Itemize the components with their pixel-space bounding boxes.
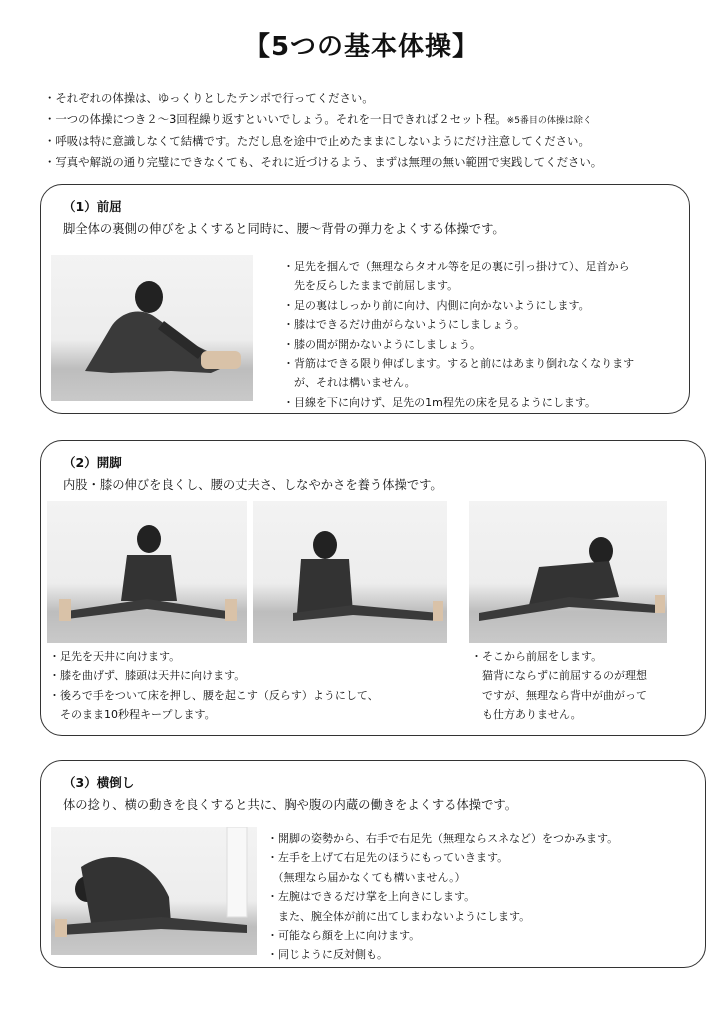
forward-bend-photo: [51, 255, 253, 401]
intro-line: ・呼吸は特に意識しなくて結構です。ただし息を途中で止めたままにしないようにだけ注意してください。: [44, 134, 590, 148]
bullet-item: ・足先を掴んで（無理ならタオル等を足の裏に引っ掛けて）、足首から: [283, 260, 630, 273]
bullet-item: また、腕全体が前に出てしまわないようにします。: [267, 909, 531, 923]
bullet-item: ・背筋はできる限り伸ばします。すると前にはあまり倒れなくなります: [283, 357, 635, 371]
section-bullets-left: [49, 647, 379, 725]
bullet-item: が、それは構いません。: [283, 376, 416, 390]
intro-line: ・一つの体操につき２〜3回程繰り返すといいでしょう。それを一日できれば２セット程。※5番目の体操は除く: [44, 111, 592, 126]
forward-bend-figure: [51, 255, 253, 401]
bullet-item: ・左手を上げて右足先のほうにもっていきます。: [267, 851, 509, 865]
side-bend-figure: [51, 827, 257, 955]
section-description: 内股・膝の伸びを良くし、腰の丈夫さ、しなやかさを養う体操です。: [63, 478, 443, 492]
bullet-item: ・膝はできるだけ曲がらないようにしましょう。: [283, 318, 525, 332]
bullet-item: （無理なら届かなくても構いません。）: [267, 870, 466, 884]
open-legs-front-figure: [47, 501, 247, 643]
open-legs-forward-figure: [469, 501, 667, 643]
intro-line: ・それぞれの体操は、ゆっくりとしたテンポで行ってください。: [44, 91, 374, 105]
bullet-item: ・そこから前屈をします。: [471, 650, 603, 663]
section-bullets: [283, 257, 634, 412]
section-side-bend: [40, 760, 706, 968]
bullet-item: ・足先を天井に向けます。: [49, 650, 181, 663]
section-bullets: [267, 829, 618, 965]
section-bullets-right: [471, 647, 647, 725]
bullet-item: ・開脚の姿勢から、右手で右足先（無理ならスネなど）をつかみます。: [267, 832, 619, 845]
intro-notes: [44, 88, 704, 172]
bullet-item: ・後ろで手をついて床を押し、腰を起こす（反らす）ようにして、: [49, 688, 379, 702]
bullet-item: ・膝の間が開かないようにしましょう。: [283, 337, 481, 351]
section-forward-bend: [40, 184, 690, 414]
bullet-item: ・足の裏はしっかり前に向け、内側に向かないようにします。: [283, 298, 590, 312]
section-title: （2）開脚: [63, 455, 122, 470]
side-bend-photo: [51, 827, 257, 955]
section-title: （1）前屈: [63, 199, 122, 214]
section-open-legs: [40, 440, 706, 736]
open-legs-forward-photo: [469, 501, 667, 643]
intro-line: ・写真や解説の通り完璧にできなくても、それに近づけるよう、まずは無理の無い範囲で実践してください。: [44, 154, 603, 169]
open-legs-back-figure: [253, 501, 447, 643]
bullet-item: そのまま10秒程キープします。: [49, 708, 216, 722]
section-description: 体の捻り、横の動きを良くすると共に、胸や腹の内蔵の働きをよくする体操です。: [63, 798, 518, 812]
section-title: （3）横倒し: [63, 775, 135, 790]
page-title: 【5つの基本体操】: [243, 32, 480, 62]
bullet-item: ですが、無理なら背中が曲がって: [471, 688, 647, 702]
bullet-item: ・可能なら顔を上に向けます。: [267, 929, 421, 943]
open-legs-back-photo: [253, 501, 447, 643]
bullet-item: ・同じように反対側も。: [267, 948, 388, 962]
bullet-item: ・目線を下に向けず、足先の1m程先の床を見るようにします。: [283, 395, 596, 409]
open-legs-front-photo: [47, 501, 247, 643]
bullet-item: 猫背にならずに前屈するのが理想: [471, 669, 647, 683]
intro-footnote: ※5番目の体操は除く: [506, 115, 592, 126]
bullet-item: も仕方ありません。: [471, 708, 582, 722]
section-description: 脚全体の裏側の伸びをよくすると同時に、腰〜背骨の弾力をよくする体操です。: [63, 222, 505, 236]
bullet-item: ・膝を曲げず、膝頭は天井に向けます。: [49, 669, 246, 683]
bullet-item: 先を反らしたままで前屈します。: [283, 279, 459, 293]
bullet-item: ・左腕はできるだけ掌を上向きにします。: [267, 890, 476, 904]
